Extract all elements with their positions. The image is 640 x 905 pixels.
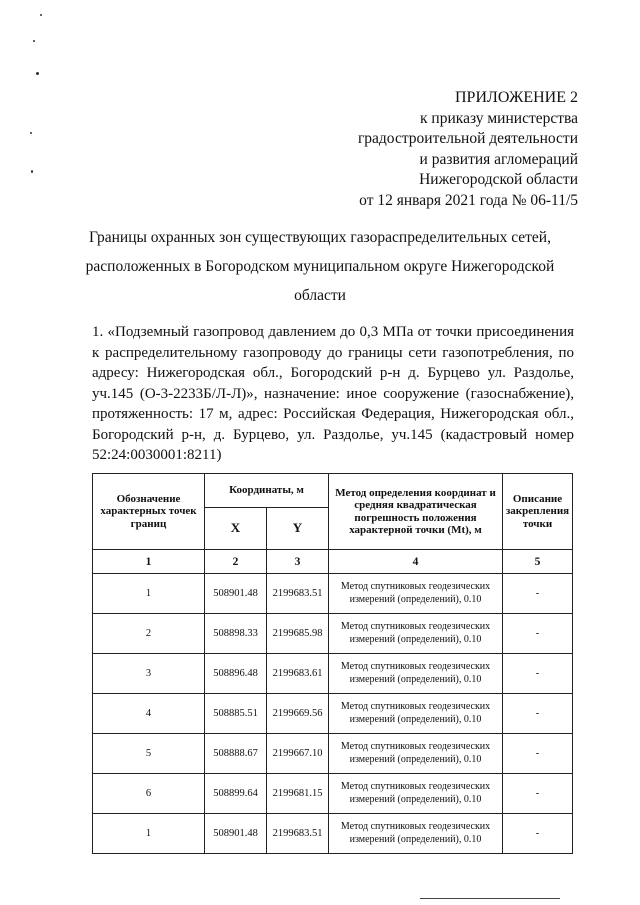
coordinate-y: 2199681.15 (267, 774, 329, 814)
coordinate-y: 2199667.10 (267, 734, 329, 774)
method-cell: Метод спутниковых геодезических измерений (определений), 0.10 (329, 814, 503, 854)
description-cell: - (503, 574, 573, 614)
point-number: 1 (93, 814, 205, 854)
coordinate-x: 508901.48 (205, 574, 267, 614)
appendix-block (358, 88, 578, 211)
header-point-designation: Обозначение характерных точек границ (93, 474, 205, 550)
description-cell: - (503, 654, 573, 694)
method-cell: Метод спутниковых геодезических измерений (определений), 0.10 (329, 614, 503, 654)
appendix-line: от 12 января 2021 года № 06-11/5 (359, 191, 578, 209)
point-number: 6 (93, 774, 205, 814)
scan-speck (36, 72, 39, 75)
method-cell: Метод спутниковых геодезических измерений (определений), 0.10 (329, 654, 503, 694)
point-number: 5 (93, 734, 205, 774)
coordinate-y: 2199669.56 (267, 694, 329, 734)
coordinate-x: 508885.51 (205, 694, 267, 734)
table-row (93, 774, 573, 814)
header-y: Y (267, 508, 329, 550)
appendix-line: и развития агломераций (419, 150, 578, 168)
coordinate-x: 508901.48 (205, 814, 267, 854)
description-cell: - (503, 614, 573, 654)
method-cell: Метод спутниковых геодезических измерений (определений), 0.10 (329, 574, 503, 614)
description-cell: - (503, 814, 573, 854)
coordinate-y: 2199683.51 (267, 814, 329, 854)
appendix-line: к приказу министерства (420, 109, 578, 127)
appendix-line: градостроительной деятельности (357, 130, 578, 147)
table-row (93, 734, 573, 774)
coordinate-y: 2199685.98 (267, 614, 329, 654)
column-number: 5 (503, 550, 573, 574)
method-cell: Метод спутниковых геодезических измерений (определений), 0.10 (329, 774, 503, 814)
column-number: 4 (329, 550, 503, 574)
method-cell: Метод спутниковых геодезических измерений (определений), 0.10 (329, 734, 503, 774)
header-x: X (205, 508, 267, 550)
table-row (93, 814, 573, 854)
method-cell: Метод спутниковых геодезических измерений (определений), 0.10 (329, 694, 503, 734)
header-method: Метод определения координат и средняя квадратическая погрешность положения характерной точки (Mt), м (329, 474, 503, 550)
coordinate-y: 2199683.61 (267, 654, 329, 694)
boundary-points-table (92, 473, 573, 854)
coordinate-x: 508896.48 (205, 654, 267, 694)
description-cell: - (503, 694, 573, 734)
object-description: 1. «Подземный газопровод давлением до 0,3 МПа от точки присоединения к распределительному газопроводу до границы сети газопотребления, по адресу: Нижегородская обл., Богородский р-н д. Бурцево ул. Раздолье, уч.145 (О-3-2233Б/Л-Л)», назначение: иное сооружение (газоснабжение), протяженность: 17 м, адрес: Российская Федерация, Нижегородская обл., Богородский р-н, д. Бурцево, ул. Раздолье, уч.145 (кадастровый номер 52:24:0030001:8211) (92, 324, 574, 463)
appendix-line: Нижегородской области (419, 171, 578, 188)
column-number: 2 (205, 550, 267, 574)
scan-speck (30, 132, 32, 134)
coordinate-y: 2199683.51 (267, 574, 329, 614)
point-number: 1 (93, 574, 205, 614)
description-cell: - (503, 774, 573, 814)
document-title-line: расположенных в Богородском муниципальном округе Нижегородской (85, 258, 555, 275)
coordinate-x: 508899.64 (205, 774, 267, 814)
table-row (93, 654, 573, 694)
header-coordinates: Координаты, м (205, 474, 329, 508)
table-row (93, 614, 573, 654)
point-number: 2 (93, 614, 205, 654)
scan-speck (40, 14, 42, 16)
scan-speck (33, 40, 35, 42)
table-row (93, 574, 573, 614)
document-title-line: области (294, 287, 346, 304)
coordinate-x: 508888.67 (205, 734, 267, 774)
document-title-line: Границы охранных зон существующих газораспределительных сетей, (89, 229, 551, 246)
appendix-title: ПРИЛОЖЕНИЕ 2 (454, 89, 578, 106)
bottom-rule (420, 898, 560, 899)
table-row (93, 694, 573, 734)
header-description: Описание закрепления точки (503, 474, 573, 550)
document-title (60, 223, 580, 310)
coordinate-x: 508898.33 (205, 614, 267, 654)
point-number: 4 (93, 694, 205, 734)
description-cell: - (503, 734, 573, 774)
column-number: 1 (93, 550, 205, 574)
column-number: 3 (267, 550, 329, 574)
scan-speck (31, 170, 33, 173)
point-number: 3 (93, 654, 205, 694)
